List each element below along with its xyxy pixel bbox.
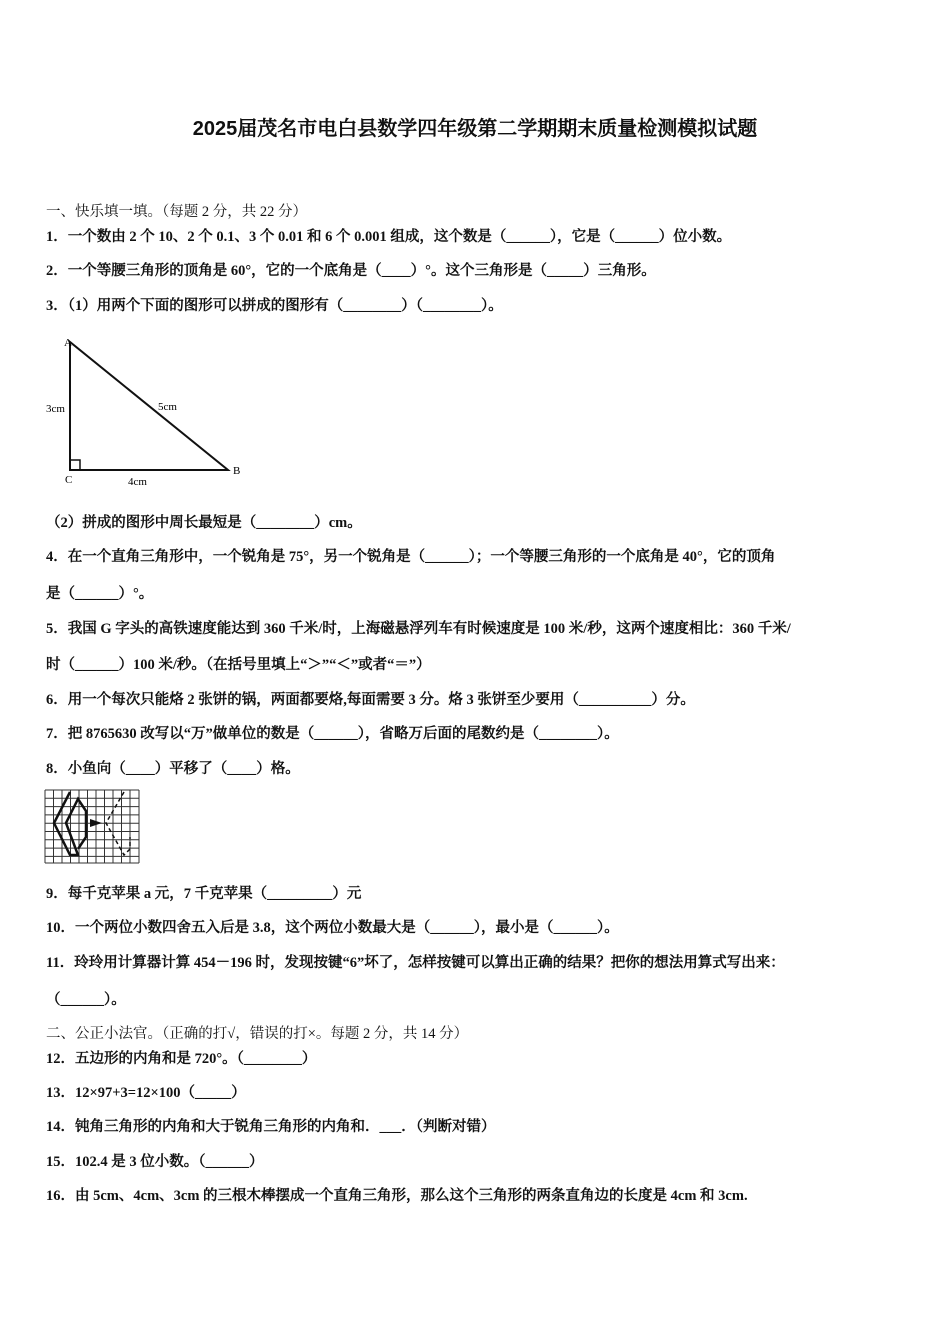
vertex-b-label: B [233, 465, 241, 477]
question-13: 13．12×97+3=12×100（_____） [46, 1085, 246, 1101]
question-3-part-2: （2）拼成的图形中周长最短是（________）cm。 [46, 515, 362, 531]
grid-lines [45, 790, 139, 863]
question-4-line-1: 4．在一个直角三角形中，一个锐角是 75°，另一个锐角是（______）；一个等腰三角形的一个底角是 40°，它的顶角 [46, 549, 776, 565]
vertex-c-label: C [65, 474, 73, 486]
question-3: 3．（1）用两个下面的图形可以拼成的图形有（________）（________）。 [46, 298, 503, 314]
triangle-shape [70, 342, 228, 470]
question-15: 15．102.4 是 3 位小数。（______） [46, 1154, 264, 1170]
question-11-line-1: 11．玲玲用计算器计算 454－196 时，发现按键“6”坏了，怎样按键可以算出正确的结果？把你的想法用算式写出来： [46, 955, 785, 971]
question-2: 2．一个等腰三角形的顶角是 60°，它的一个底角是（____）°。这个三角形是（_____）三角形。 [46, 263, 656, 279]
question-16: 16．由 5cm、4cm、3cm 的三根木棒摆成一个直角三角形，那么这个三角形的两条直角边的长度是 4cm 和 3cm. [46, 1188, 748, 1204]
right-triangle-diagram [40, 330, 250, 490]
vertex-a-label: A [64, 337, 72, 349]
page-title: 2025届茂名市电白县数学四年级第二学期期末质量检测模拟试题 [192, 118, 758, 140]
question-12: 12．五边形的内角和是 720°。（________） [46, 1051, 317, 1067]
question-11-line-2: （______）。 [46, 992, 126, 1008]
question-10: 10．一个两位小数四舍五入后是 3.8，这个两位小数最大是（______），最小是（______）。 [46, 920, 619, 936]
question-6: 6．用一个每次只能烙 2 张饼的锅，两面都要烙,每面需要 3 分。烙 3 张饼至少要用（__________）分。 [46, 692, 695, 708]
side-cb-label: 4cm [128, 476, 147, 488]
question-5-line-2: 时（______）100 米/秒。（在括号里填上“＞”“＜”或者“＝”） [46, 657, 431, 673]
section-1-heading: 一、快乐填一填。（每题 2 分，共 22 分） [46, 204, 307, 220]
question-8: 8．小鱼向（____）平移了（____）格。 [46, 761, 300, 777]
section-2-heading: 二、公正小法官。（正确的打√，错误的打×。每题 2 分，共 14 分） [46, 1026, 469, 1042]
side-ab-label: 5cm [158, 401, 177, 413]
question-5-line-1: 5．我国 G 字头的高铁速度能达到 360 千米/时，上海磁悬浮列车有时候速度是 100 米/秒，这两个速度相比：360 千米/ [46, 621, 791, 637]
question-4-line-2: 是（______）°。 [46, 586, 154, 602]
side-ac-label: 3cm [46, 403, 65, 415]
question-9: 9．每千克苹果 a 元，7 千克苹果（_________）元 [46, 886, 362, 902]
fish-translation-grid [44, 789, 141, 865]
right-angle-marker [70, 460, 80, 470]
question-14: 14．钝角三角形的内角和大于锐角三角形的内角和．___．（判断对错） [46, 1119, 496, 1135]
question-1: 1．一个数由 2 个 10、2 个 0.1、3 个 0.01 和 6 个 0.001 组成，这个数是（______），它是（______）位小数。 [46, 229, 732, 245]
question-7: 7．把 8765630 改写以“万”做单位的数是（______），省略万后面的尾数约是（________）。 [46, 726, 619, 742]
